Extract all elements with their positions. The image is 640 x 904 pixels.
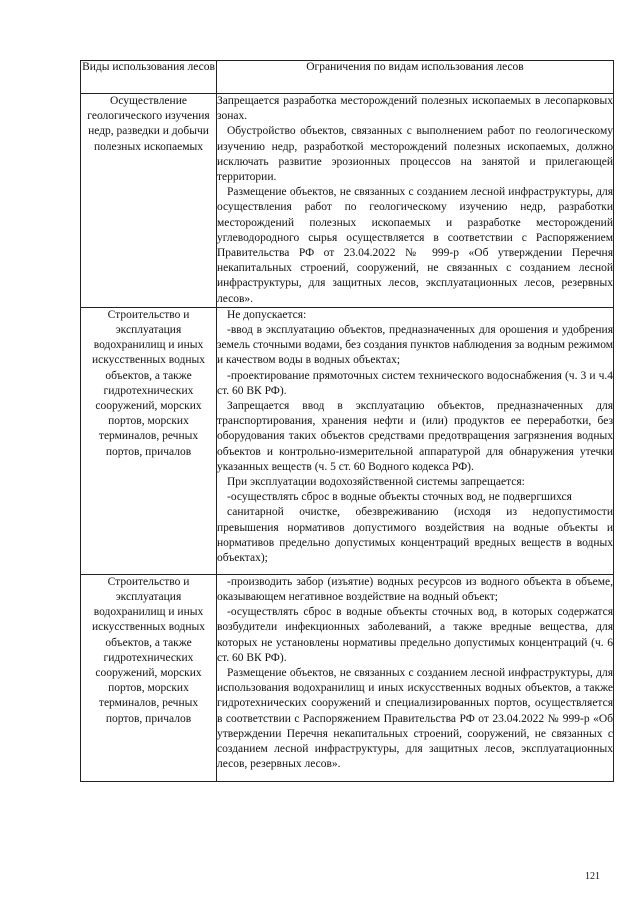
restrictions-table xyxy=(80,60,614,782)
table-row xyxy=(81,574,614,781)
paragraph: При эксплуатации водохозяйственной системы запрещается: xyxy=(227,476,525,489)
paragraph: -осуществлять сброс в водные объекты сточных вод, не подвергшихся xyxy=(227,491,572,504)
forest-use-type-cell: Строительство и эксплуатация водохранилищ и иных искусственных водных объектов, а также гидротехнических сооружений, морских портов, морских терминалов, речных портов, причалов xyxy=(81,307,217,574)
paragraph: Размещение объектов, не связанных с созданием лесной инфраструктуры, для использования водохранилищ и иных искусственных водных объектов, а также гидротехнических сооружений и специализированных портов, осуществляется в соответствии с Распоряжением Правительства РФ от 23.04.2022 № 999-р «Об утверждении Перечня некапитальных строений, сооружений, не связанных с созданием лесной инфраструктуры, для защитных лесов, эксплуатационных лесов, резервных лесов». xyxy=(217,667,613,771)
paragraph: Не допускается: xyxy=(227,308,307,321)
table-row xyxy=(81,307,614,574)
restrictions-cell xyxy=(217,574,614,781)
paragraph: -проектирование прямоточных систем технического водоснабжения (ч. 3 и ч.4 ст. 60 ВК РФ). xyxy=(217,369,613,397)
header-forest-use-types: Виды использования лесов xyxy=(81,61,217,94)
paragraph: Размещение объектов, не связанных с созданием лесной инфраструктуры, для осуществления работ по геологическому изучению недр, разработки месторождений полезных ископаемых и разработке месторождений углеводородного сырья осуществляется в соответствии с Распоряжением Правительства РФ от 23.04.2022 № 999-р «Об утверждении Перечня некапитальных строений, сооружений, не связанных с созданием лесной инфраструктуры, для защитных лесов, эксплуатационных лесов, резервных лесов». xyxy=(217,186,613,305)
page-number: 121 xyxy=(585,871,600,882)
paragraph: Обустройство объектов, связанных с выполнением работ по геологическому изучению недр, разработкой месторождений полезных ископаемых, должно исключать развитие эрозионных процессов на занятой и прилегающей территории. xyxy=(217,125,613,184)
paragraph: санитарной очистке, обезвреживанию (исходя из недопустимости превышения нормативов допустимого воздействия на водные объекты и нормативов предельно допустимых концентраций вредных веществ в водных объектах); xyxy=(217,506,613,565)
header-restrictions: Ограничения по видам использования лесов xyxy=(217,61,614,94)
restrictions-cell xyxy=(217,307,614,574)
paragraph: Запрещается разработка месторождений полезных ископаемых в лесопарковых зонах. xyxy=(217,95,613,123)
paragraph: -осуществлять сброс в водные объекты сточных вод, в которых содержатся возбудители инфекционных заболеваний, а также вредные вещества, для которых не установлены нормативы предельно допустимых концентраций (ч. 6 ст. 60 ВК РФ). xyxy=(217,606,613,664)
paragraph: Запрещается ввод в эксплуатацию объектов, предназначенных для транспортирования, хранения нефти и (или) продуктов ее переработки, без оборудования таких объектов средствами предотвращения загрязнения водных объектов и контрольно-измерительной аппаратурой для обнаружения утечки указанных веществ (ч. 5 ст. 60 Водного кодекса РФ). xyxy=(217,400,613,473)
forest-use-type-cell: Строительство и эксплуатация водохранилищ и иных искусственных водных объектов, а также гидротехнических сооружений, морских портов, морских терминалов, речных портов, причалов xyxy=(81,574,217,781)
table-row xyxy=(81,94,614,308)
forest-use-type-cell: Осуществление геологического изучения недр, разведки и добычи полезных ископаемых xyxy=(81,94,217,308)
table-header-row xyxy=(81,61,614,94)
restrictions-cell xyxy=(217,94,614,308)
paragraph: -ввод в эксплуатацию объектов, предназначенных для орошения и удобрения земель сточными водами, без создания пунктов наблюдения за водным режимом и качеством воды в водных объектах; xyxy=(217,324,613,367)
paragraph: -производить забор (изъятие) водных ресурсов из водного объекта в объеме, оказывающем негативное воздействие на водный объект; xyxy=(217,575,613,604)
